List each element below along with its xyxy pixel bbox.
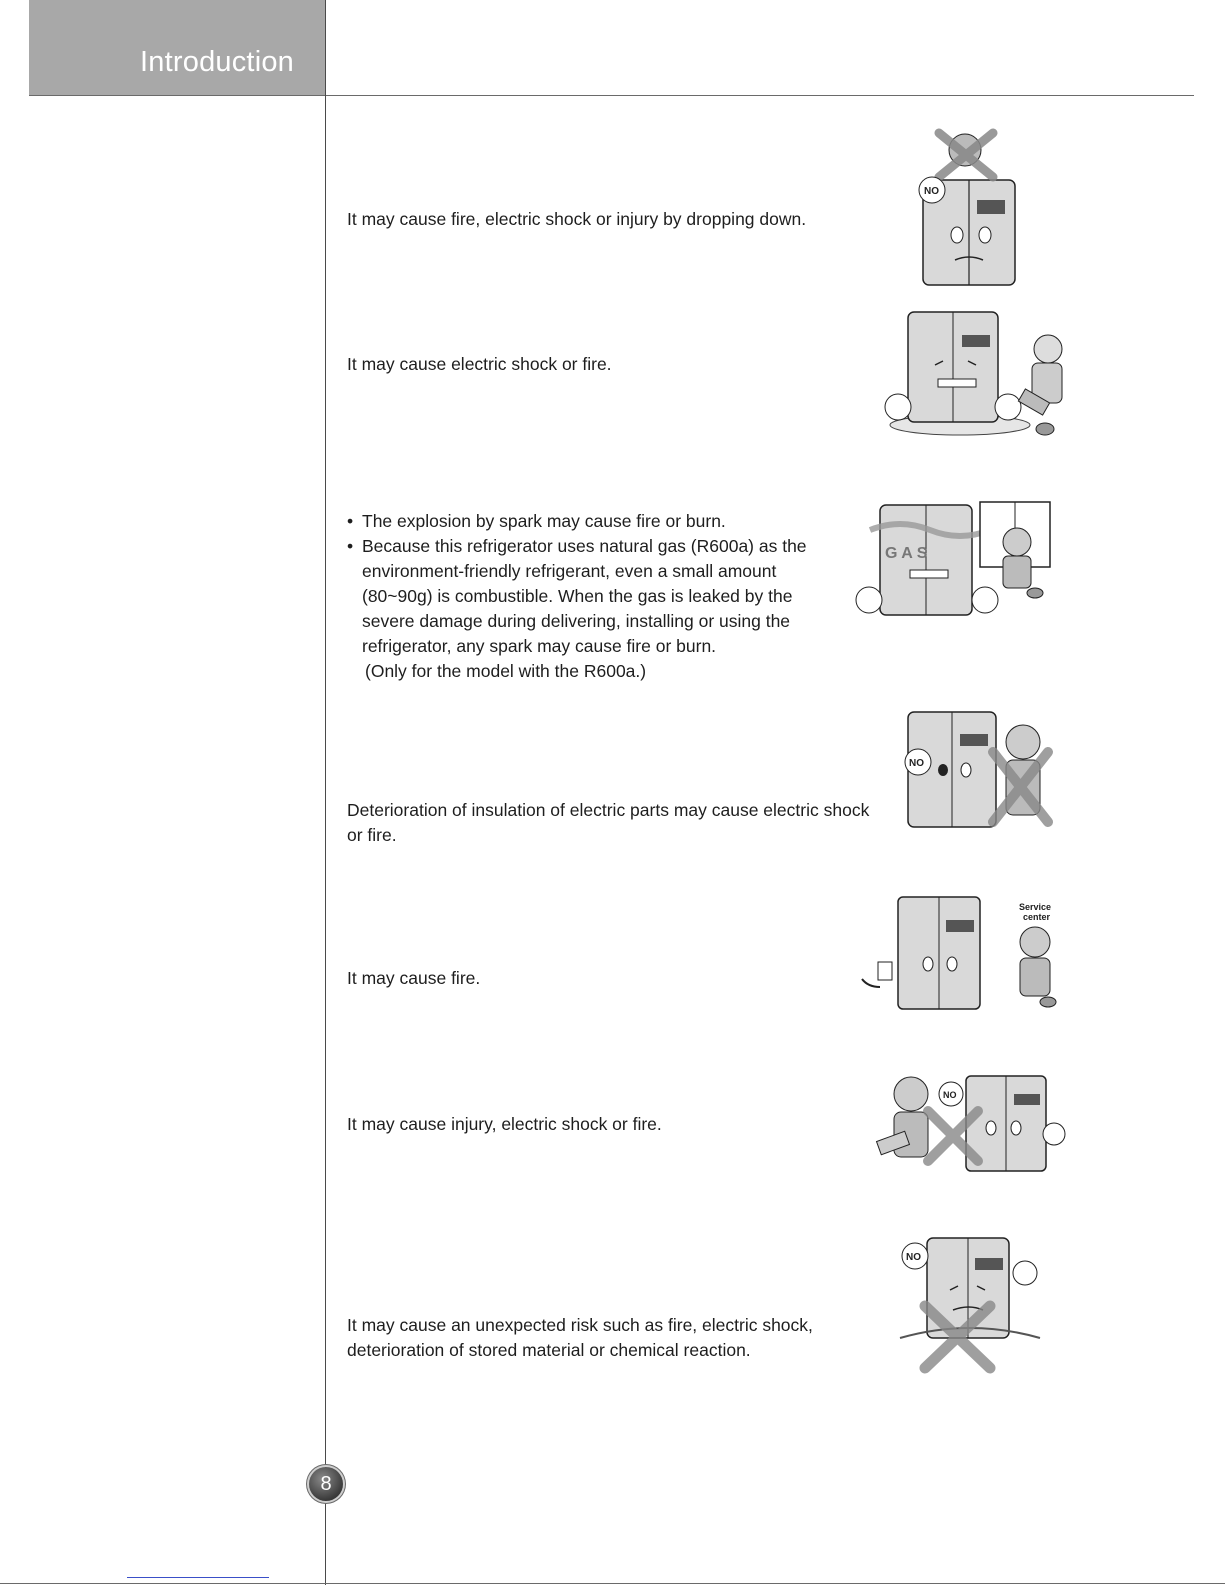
service-center-label: Service — [1019, 902, 1052, 912]
warning-bullet-list — [347, 509, 842, 659]
warning-item-6 — [347, 1112, 662, 1137]
warning-text: Deterioration of insulation of electric parts may cause electric shock or fire. — [347, 800, 870, 845]
section-header-tab — [29, 0, 326, 96]
service-center-label: center — [1023, 912, 1051, 922]
girl-repair-fridge-illustration — [866, 1066, 1066, 1181]
no-badge-text: NO — [924, 186, 939, 197]
section-title: Introduction — [140, 46, 294, 78]
header-divider — [29, 95, 1194, 96]
gas-leak-window-illustration — [855, 490, 1070, 625]
footer-divider — [0, 1583, 1225, 1584]
no-badge-text: NO — [906, 1252, 921, 1263]
warning-bullet: • Because this refrigerator uses natural gas (R600a) as the environment-friendly refrigerant, even a small amount (80~90g) is combustible. When the gas is leaked by the severe damage during delivering, installing or using the refrigerator, any spark may cause fire or burn. — [347, 534, 842, 659]
footer-link-underline[interactable] — [127, 1577, 269, 1578]
unplug-service-center-illustration — [850, 892, 1065, 1017]
gas-label: G A S — [885, 545, 928, 562]
fridge-storage-warning-illustration — [895, 1228, 1045, 1378]
warning-item-5 — [347, 966, 480, 991]
warning-text: It may cause fire. — [347, 968, 481, 988]
fridge-climbing-illustration — [905, 125, 1035, 290]
warning-item-3 — [347, 509, 842, 684]
warning-item-1 — [347, 207, 806, 232]
warning-bullet: • The explosion by spark may cause fire or burn. — [347, 509, 842, 534]
page-number-badge: 8 — [309, 1467, 343, 1501]
warning-text: It may cause electric shock or fire. — [347, 354, 612, 374]
warning-text: It may cause injury, electric shock or fire. — [347, 1114, 662, 1134]
no-badge-text: NO — [943, 1090, 957, 1100]
warning-text: It may cause fire, electric shock or injury by dropping down. — [347, 209, 807, 229]
warning-text: It may cause an unexpected risk such as fire, electric shock, deterioration of stored material or chemical reaction. — [347, 1315, 813, 1360]
no-badge-text: NO — [909, 758, 924, 769]
warning-item-7 — [347, 1313, 867, 1363]
model-note: (Only for the model with the R600a.) — [365, 661, 647, 681]
fridge-water-repair-illustration — [880, 307, 1075, 442]
girl-bite-cord-illustration — [898, 692, 1058, 842]
warning-item-4 — [347, 798, 877, 848]
margin-divider — [325, 0, 326, 1585]
warning-item-2 — [347, 352, 612, 377]
